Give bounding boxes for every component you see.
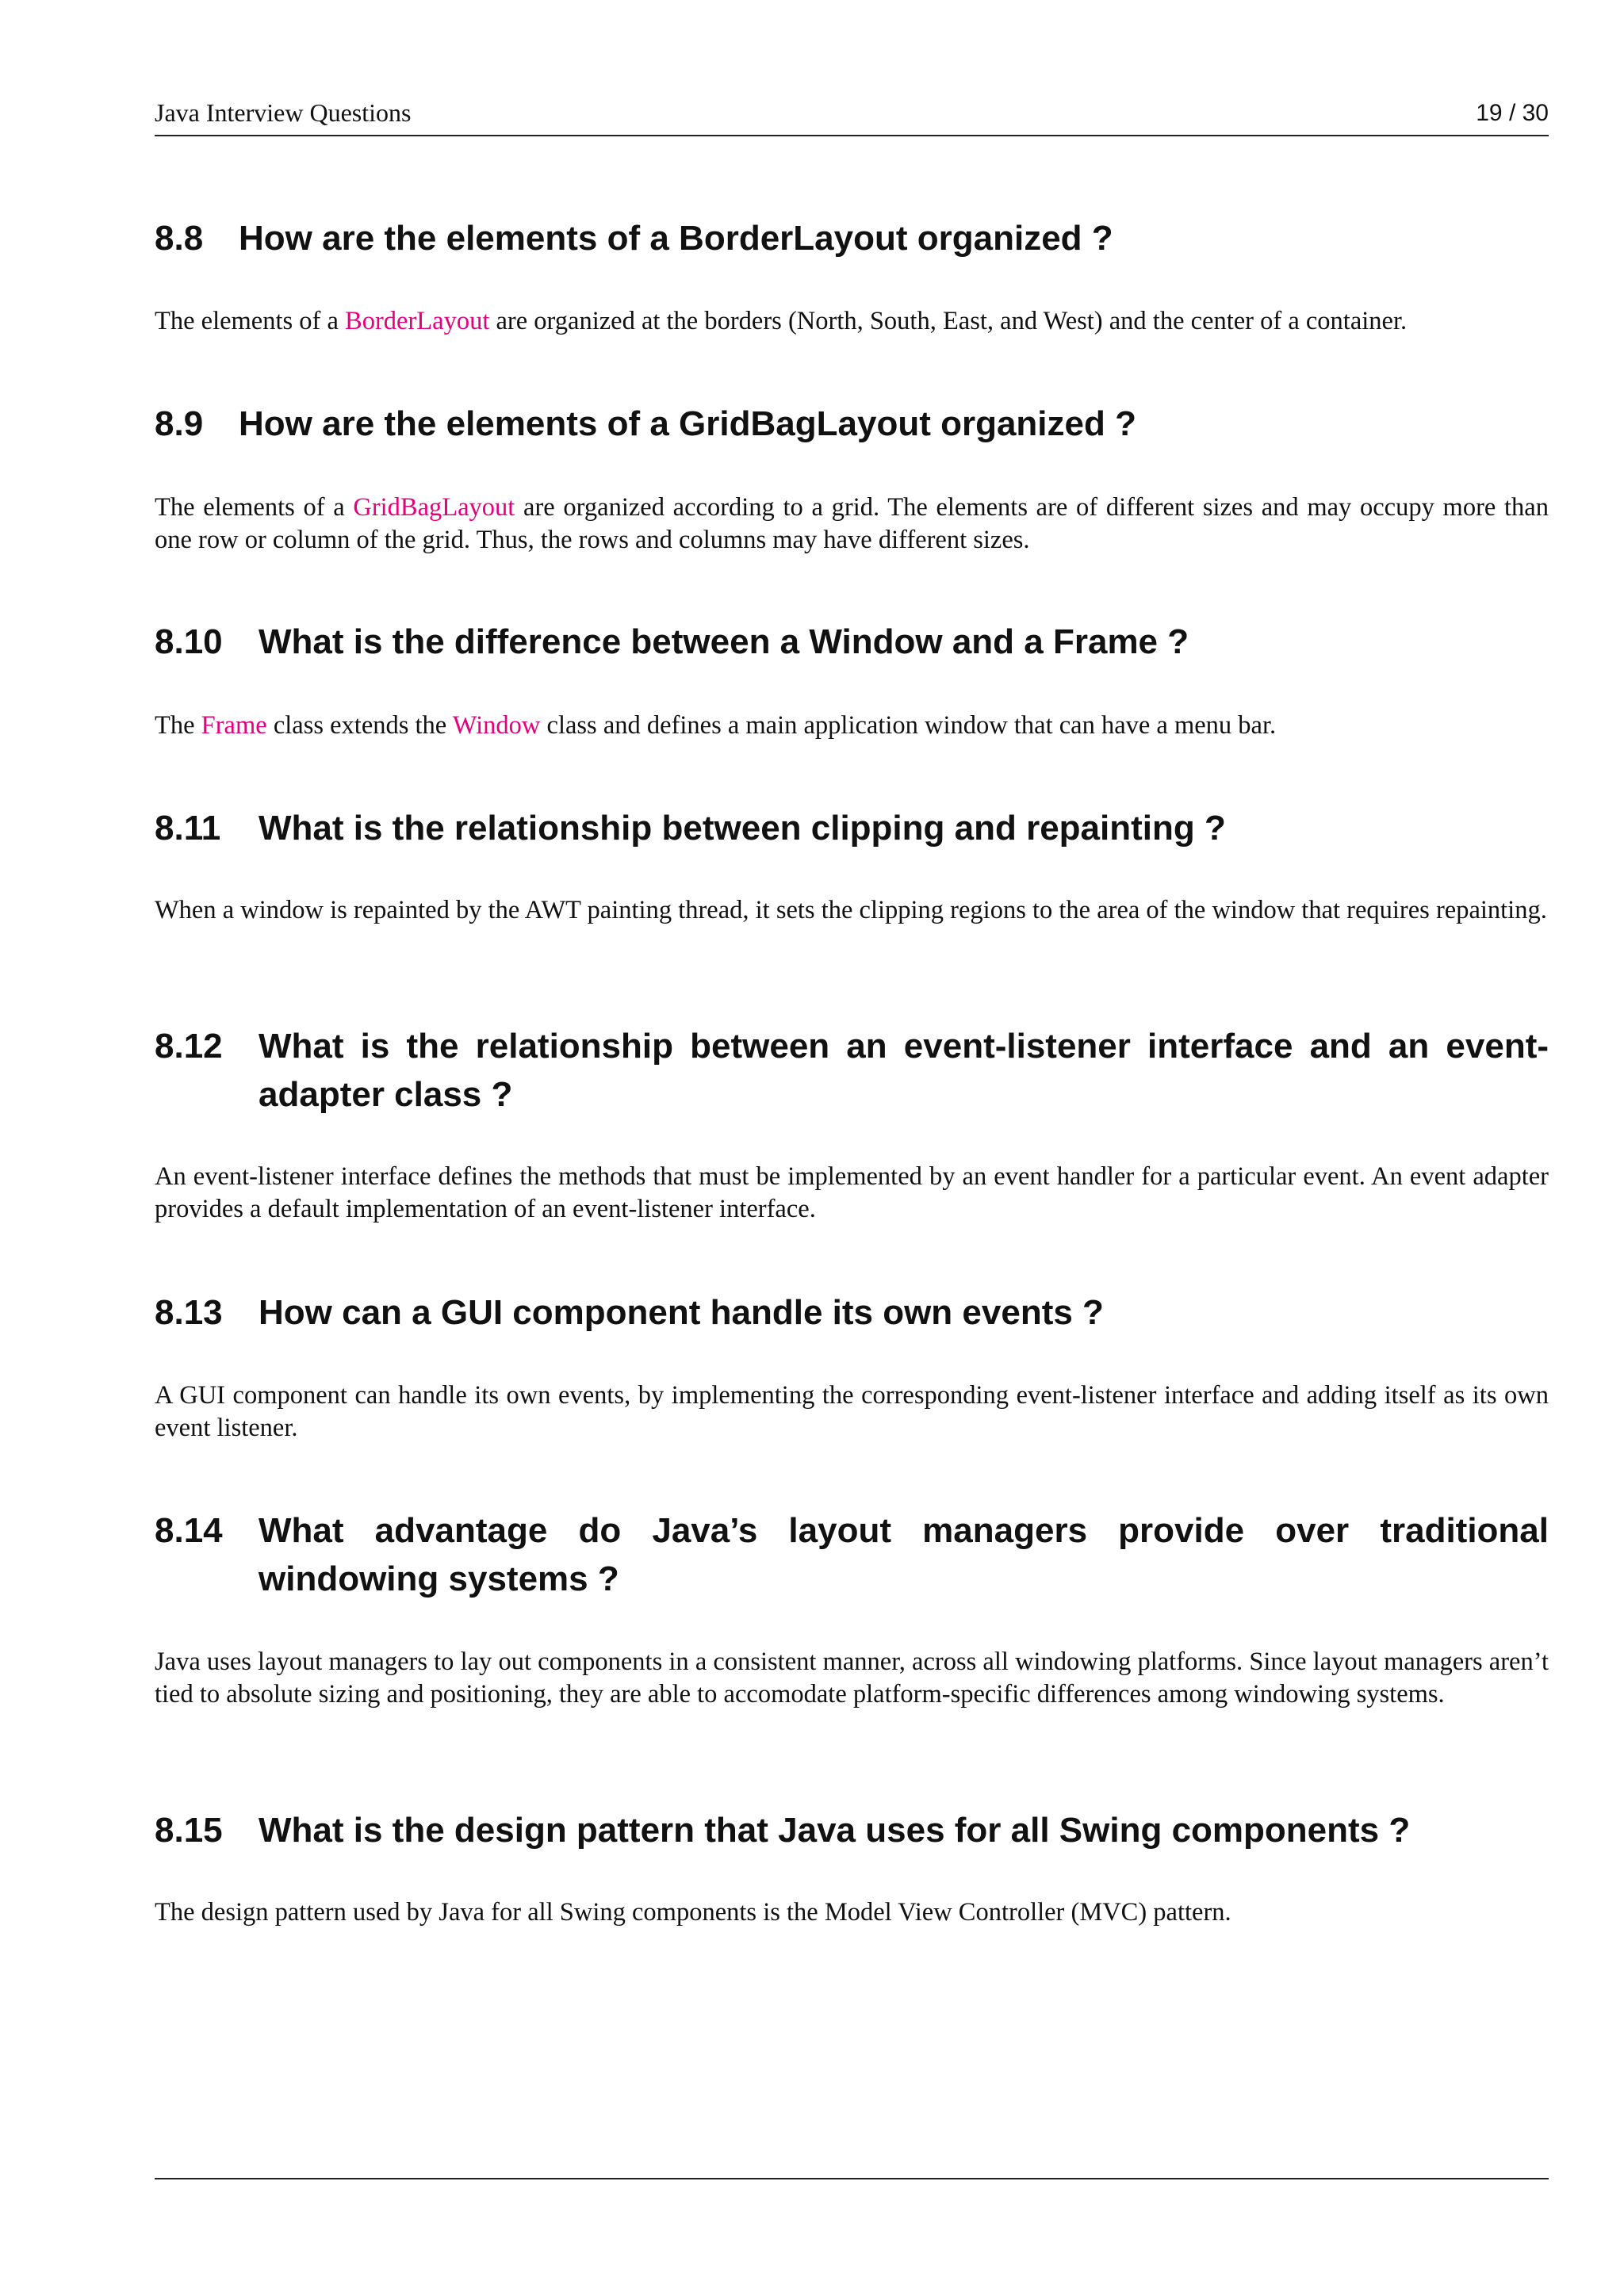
section-heading-8-10 <box>155 618 1549 666</box>
body-text: The elements of a <box>155 307 346 335</box>
section-heading-8-11 <box>155 804 1549 852</box>
section-title: What is the design pattern that Java uses for all Swing components ? <box>259 1811 1411 1850</box>
section-body-8-13: A GUI component can handle its own events, by implementing the corresponding event-listener interface and adding itself as its own event listener. <box>155 1381 1549 1442</box>
body-text: are organized at the borders (North, South, East, and West) and the center of a container. <box>489 307 1408 335</box>
body-text: are organized according to a grid. The elements are of different sizes and may occupy more than one row or column of the grid. Thus, the rows and columns may have different sizes. <box>155 493 1549 554</box>
gridbaglayout-link[interactable]: GridBagLayout <box>353 493 515 522</box>
section-title: How can a GUI component handle its own events ? <box>259 1293 1104 1332</box>
window-link[interactable]: Window <box>452 711 541 740</box>
section-title: How are the elements of a BorderLayout organized ? <box>239 219 1113 258</box>
page-number: 19 / 30 <box>1476 100 1549 126</box>
frame-link[interactable]: Frame <box>201 711 267 740</box>
page-header <box>155 95 1549 136</box>
section-body-8-12: An event-listener interface defines the methods that must be implemented by an event handler for a particular event. An event adapter provides a default implementation of an event-listener interface. <box>155 1162 1549 1223</box>
section-body-8-15: The design pattern used by Java for all Swing components is the Model View Controller (MVC) pattern. <box>155 1898 1231 1927</box>
section-title: What advantage do Java’s layout managers provide over traditional windowing systems ? <box>259 1511 1549 1598</box>
body-text: class and defines a main application window that can have a menu bar. <box>540 711 1277 740</box>
section-heading-8-8 <box>155 214 1549 262</box>
section-number: 8.13 <box>155 1293 223 1332</box>
section-title: What is the difference between a Window and a Frame ? <box>259 622 1189 661</box>
body-text: The <box>155 711 201 740</box>
section-number: 8.9 <box>155 404 204 443</box>
body-text: The elements of a <box>155 493 354 522</box>
section-heading-8-9 <box>155 400 1549 448</box>
borderlayout-link[interactable]: BorderLayout <box>345 307 490 335</box>
section-number: 8.10 <box>155 622 223 661</box>
section-title: What is the relationship between clipping and repainting ? <box>259 809 1226 848</box>
section-body-8-8 <box>155 305 1549 338</box>
section-body-8-10 <box>155 710 1549 742</box>
document-title: Java Interview Questions <box>155 98 412 127</box>
section-heading-8-12 <box>155 1022 1549 1119</box>
section-number: 8.14 <box>155 1511 223 1550</box>
section-body-8-9 <box>155 492 1549 557</box>
section-number: 8.12 <box>155 1027 223 1066</box>
section-heading-8-14 <box>155 1506 1549 1603</box>
section-body-8-14: Java uses layout managers to lay out components in a consistent manner, across all windowing platforms. Since layout managers aren’t tied to absolute sizing and positioning, they are able to accomodate platform-specific differences among windowing systems. <box>155 1647 1549 1709</box>
section-number: 8.8 <box>155 219 204 258</box>
section-heading-8-15 <box>155 1806 1549 1854</box>
section-number: 8.15 <box>155 1811 223 1850</box>
section-title: What is the relationship between an event-listener interface and an event-adapter class ? <box>259 1027 1549 1114</box>
body-text: class extends the <box>266 711 453 740</box>
section-heading-8-13 <box>155 1288 1549 1337</box>
section-number: 8.11 <box>155 809 221 848</box>
section-title: How are the elements of a GridBagLayout organized ? <box>239 404 1136 443</box>
section-body-8-11: When a window is repainted by the AWT painting thread, it sets the clipping regions to the area of the window that requires repainting. <box>155 896 1547 924</box>
footer-rule <box>155 2178 1549 2179</box>
